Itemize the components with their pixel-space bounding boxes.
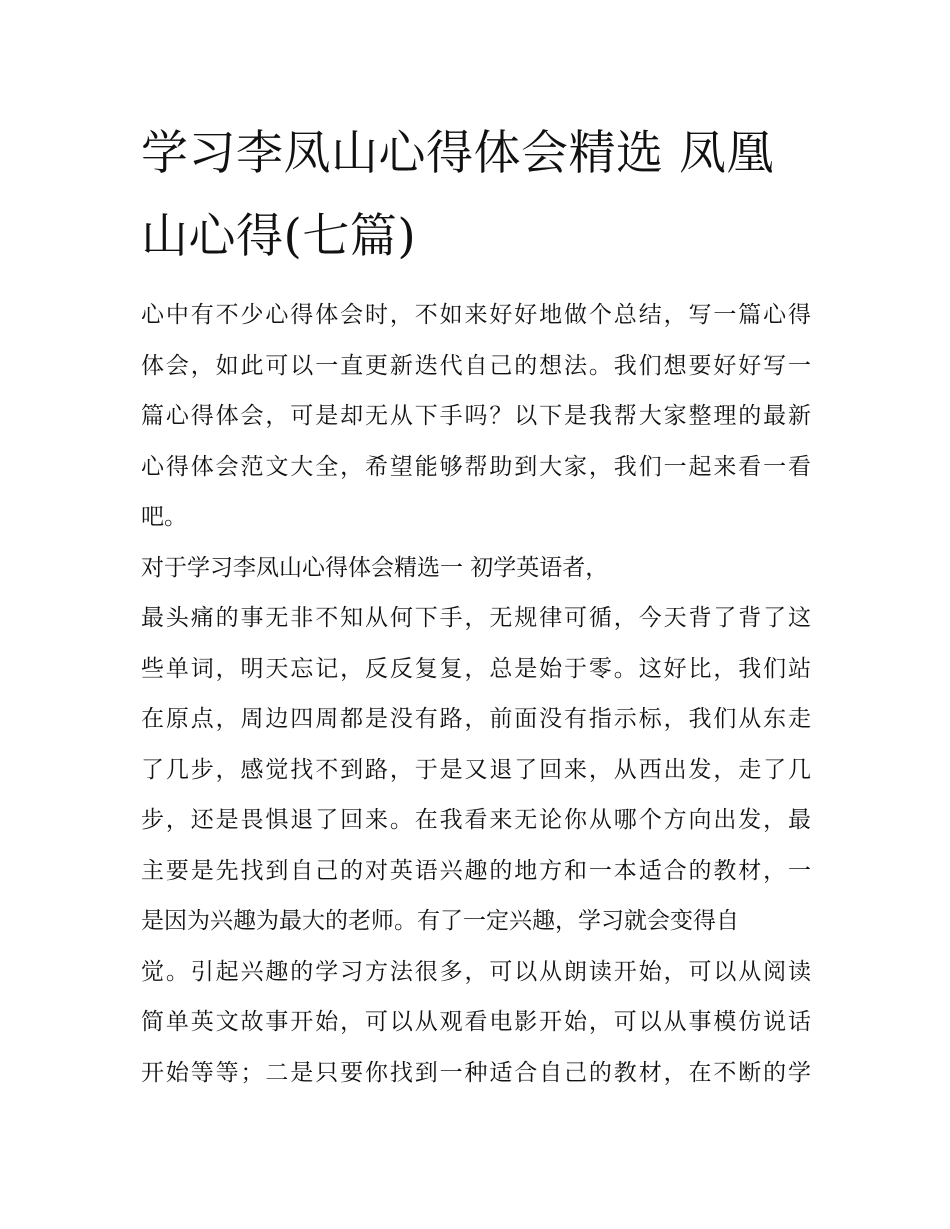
paragraph-section-heading — [141, 543, 811, 594]
paragraph-intro — [141, 290, 811, 543]
document-content — [141, 112, 811, 1098]
document-title — [141, 112, 811, 278]
text-line: 主要是先找到自己的对英语兴趣的地方和一本适合的教材，一 — [141, 857, 811, 884]
text-line: 心得体会范文大全，希望能够帮助到大家，我们一起来看一看 — [141, 453, 811, 480]
title-line: 学习李凤山心得体会精选 凤凰 — [141, 126, 774, 181]
text-line: 是因为兴趣为最大的老师。有了一定兴趣，学习就会变得自 — [141, 908, 739, 934]
text-line: 吧。 — [141, 504, 187, 530]
text-line: 心中有不少心得体会时，不如来好好地做个总结，写一篇心得 — [141, 302, 811, 328]
text-line: 开始等等；二是只要你找到一种适合自己的教材，在不断的学 — [141, 1059, 811, 1086]
text-line: 对于学习李凤山心得体会精选一 初学英语者， — [141, 554, 609, 581]
text-line: 些单词，明天忘记，反反复复，总是始于零。这好比，我们站 — [141, 655, 811, 682]
title-line: 山心得(七篇) — [141, 209, 417, 264]
text-line: 在原点，周边四周都是没有路，前面没有指示标，我们从东走 — [141, 706, 811, 732]
text-line: 体会，如此可以一直更新迭代自己的想法。我们想要好好写一 — [141, 352, 811, 379]
text-line: 步，还是畏惧退了回来。在我看来无论你从哪个方向出发，最 — [141, 807, 811, 833]
text-line: 最头痛的事无非不知从何下手，无规律可循，今天背了背了这 — [141, 605, 811, 631]
document-body — [141, 290, 811, 1098]
text-line: 简单英文故事开始，可以从观看电影开始，可以从事模仿说话 — [141, 1009, 811, 1035]
text-line: 觉。引起兴趣的学习方法很多，可以从朗读开始，可以从阅读 — [141, 958, 811, 985]
paragraph-body — [141, 593, 811, 1098]
text-line: 篇心得体会，可是却无从下手吗？以下是我帮大家整理的最新 — [141, 403, 811, 429]
text-line: 了几步，感觉找不到路，于是又退了回来，从西出发，走了几 — [141, 756, 811, 783]
